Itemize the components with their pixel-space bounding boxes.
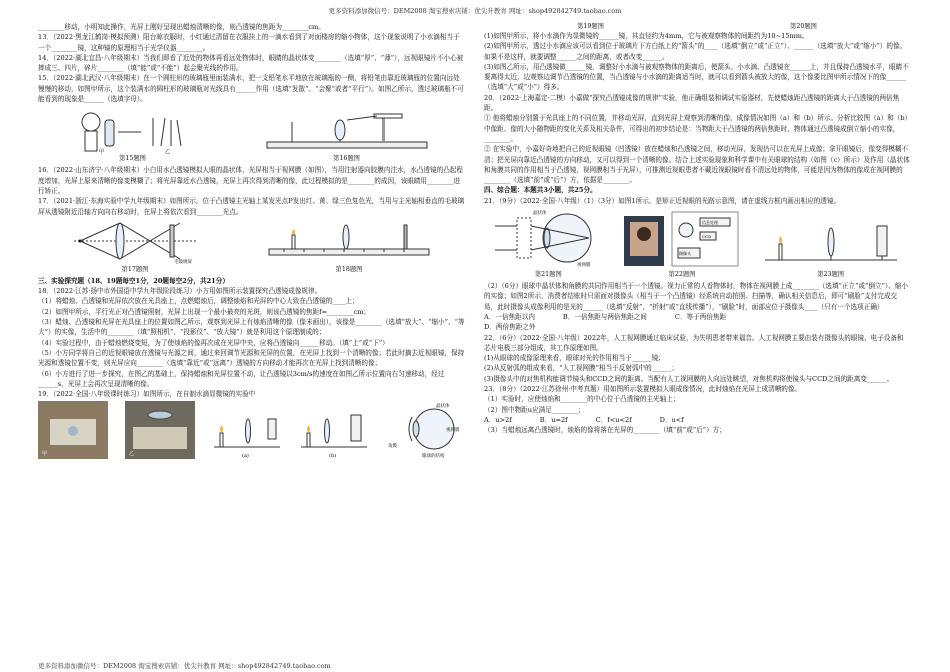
- question-22: 22．（6分）（2022·全国·八年级）2022年，人工视网膜通过临床试验，为失明患者带来福音。人工视网膜主要由装有摄像头的眼镜、电子设备和芯片电极三部分组成，其工作原理如图。: [484, 333, 904, 352]
- question-18-1: （1）将蜡烛、凸透镜和光屏依次放在光具座上，点燃蜡烛后，调整烛焰和光屏的中心大致在凸透镜的____上；: [38, 297, 359, 306]
- option-b: B．一倍焦距与两倍焦距之间: [562, 312, 647, 321]
- figure-22: [622, 208, 742, 279]
- section-4-title: 四、综合题：本题共3小题，共25分。: [484, 186, 597, 195]
- label-retina: 视网膜: [446, 428, 460, 434]
- right-column: [484, 22, 910, 658]
- label-21-retina: 视网膜: [577, 263, 591, 269]
- label-jia: 甲: [42, 451, 48, 458]
- question-18-5: （5）小方同学将自己的近视眼镜放在透镜与光源之间，通过来回调节光源和光屏的位置，在光屏上找到一个清晰的像；若此时摘去近视眼镜，保持光源和透镜位置不变，则光屏应向________（选填“靠近”或“远离”）透镜的方向移动才能再次在光屏上找到清晰的像；: [38, 348, 465, 368]
- figures-19-20: [38, 401, 466, 459]
- option-23-c: C．f<u<2f: [595, 415, 632, 424]
- question-15: 15．（2022·湖北武汉·八年级期末）在一个圆柱形的玻璃瓶里面装满水，把一支铅笔水平地放在玻璃瓶的一侧，将铅笔由靠近玻璃瓶的位置向远处慢慢的移动，如图甲所示，这个装满水的圆柱形的玻璃瓶对光线具有______作用（选填“发散”、“会聚”或者“平行”）。如图乙所示，透过玻璃瓶不可能看到的现象是______（选填字母）。: [38, 74, 464, 104]
- label-eye-structure: 眼球的结构: [422, 454, 445, 460]
- figure-20b: [299, 401, 369, 459]
- figure-15: [73, 106, 193, 163]
- caption-21: 第21题图: [534, 271, 562, 279]
- caption-23: 第23题图: [817, 271, 845, 279]
- question-22-1: (1)从眼球的成像原理来看，眼球对光的作用相当于______镜；: [484, 354, 665, 363]
- caption-22: 第22题图: [668, 271, 696, 279]
- caption-17: 第17题图: [121, 265, 149, 273]
- question-21-2: （2）（6分）眼球中晶状体和角膜的共同作用相当于一个透镜。视力正常的人看物体时，物体在视网膜上成________（选填“正立”或“倒立”）、缩小的实像；如图2所示，消费者结账时只需面对摄像头（相当于一个凸透镜）经系统自动拍照、扫描等，确认相关信息后，即可“刷脸”支付完成交易，此时摄像头成像利用的是光的______（选填“反射”、“折射”或“直线传播”），“刷脸”时，面部应位于摄像头____（只有一个选项正确）: [484, 282, 909, 311]
- question-21: 21．（9分）（2022·全国·八年级）（1）（3分）如图1所示，是矫正近视眼的光路示意图，请在虚线方框内画出相应的透镜。: [484, 196, 841, 205]
- question-20-2: ② 在实验中，小嘉好奇地把自己的近视眼镜（凹透镜）放在蜡烛和凸透镜之间，移动光屏，发现仍可以在光屏上成像；拿开眼镜后，像变得模糊不清；把光屏向靠近凸透镜的方向移动，又可以得到一个清晰的像。结合上述实验现象和科学课中有关眼球的结构（如图（c）所示）及作用（晶状体和角膜共同的作用相当于凸透镜，视网膜相当于光屏），可推测近视眼患者不戴近视眼镜时看不清远处的物体，可能是因为物体的像成在视网膜的________（选填“前”或“后”）方，依据是________。: [484, 145, 910, 185]
- option-d: D．两倍焦距之外: [484, 323, 536, 332]
- svg-text:乙: 乙: [164, 149, 170, 155]
- question-18-3: （3）蜡烛、凸透镜和光屏在光具座上的位置如图乙所示，观察到光屏上有烛焰清晰的像（像未画出），该像是________（选填“放大”、“缩小”、“等大”）的实像，生活中的________（填“照相机”、“投影仪”、“放大镜”）就是利用这个原理制成的；: [38, 318, 465, 337]
- left-column: [38, 22, 466, 658]
- question-23-3: （3）当蜡烛远离凸透镜时，烛焰的像将落在光屏的________（填“前”或“后”）方；: [484, 426, 726, 435]
- caption-18: 第18题图: [335, 265, 363, 273]
- option-a: A．一倍焦距以内: [484, 312, 535, 321]
- question-23-2: （2）图中物距u应满足________；: [484, 405, 585, 414]
- question-19-3: (3)如图乙所示，用凸透镜做______镜，调整好小水滴与被观察物体的距离后，使箭头、小水滴、凸透镜在______上，并且保持凸透镜水平，眼睛不要离得太近，边观察边调节凸透镜的位置，当凸透镜与小水滴的距离适当时，就可以看到箭头被放大的像，这个像要比图甲所示情况下的像______（选填“大”或“小”）得多。: [484, 62, 909, 92]
- svg-text:毛玻璃屏: 毛玻璃屏: [174, 259, 192, 265]
- label-a: (a): [242, 453, 249, 460]
- figure-16: [262, 112, 432, 163]
- label-yi: 乙: [129, 451, 135, 458]
- figure-23: [761, 216, 901, 279]
- svg-text:甲: 甲: [98, 149, 104, 155]
- question-18-2: （2）如图甲所示，平行光正对凸透镜照射，光屏上出现一个最小最亮的光斑，则该凸透镜的焦距f=________cm；: [38, 307, 371, 316]
- question-18-4: （4）实验过程中，由于蜡烛燃烧变短，为了使烛焰的像再次成在光屏中央，应将凸透镜向______移动。（填“上”或“下”）: [38, 338, 389, 347]
- question-19-1: (1)如图甲所示，将小水滴作为显微镜的______镜，其直径约为4mm，它与被观察物体的间距约为10~15mm。: [484, 32, 809, 40]
- question-22-2: (2)从反射弧的组成来看，“人工视网膜”相当于反射弧中的______；: [484, 364, 679, 373]
- option-23-b: B．u=2f: [539, 415, 568, 424]
- question-13: 13．（2022·黑龙江鹤岗·模拟预测）阳台晾衣服时，小红通过清留在衣服挂上的一滴水看到了对面楼房的缩小物体，这个现象说明了小水滴相当于一个________镜，这种镜的原理相当于光学仪器________。: [38, 33, 460, 52]
- label-22-ccd: CCD: [701, 234, 712, 240]
- question-17: 17．（2021·浙江·东海实验中学九年级期末）如图所示，位于凸透镜主光轴上某发光点P发出红、黄、绿三色复色光，当用与主光轴相垂直的毛玻璃屏从透镜附近沿轴方向向右移动时，在屏上将依次看到________光点。: [38, 197, 465, 216]
- question-21-options: [484, 312, 910, 322]
- question-18-6: （6）小方进行了进一步探究，在图乙的基础上，保持蜡烛和光屏位置不动，让凸透镜以3cm/s的速度在如图乙所示位置向右匀速移动，经过______s，光屏上会再次呈现清晰的像。: [38, 369, 445, 388]
- figures-17-18: [38, 219, 466, 274]
- option-23-a: A．u>2f: [484, 415, 512, 424]
- label-21-lens: 晶状体: [533, 211, 547, 217]
- page-footer: 更多资料添加微信号：DEM2008 淘宝搜索店铺：优尖升教育 网址：shop492842749.taobao.com: [38, 662, 331, 670]
- label-cornea: 角膜: [388, 444, 397, 450]
- label-lens: 晶状体: [436, 404, 450, 410]
- question-20-1: ① 他将蜡烛分别置于光具座上的不同位置，并移动光屏，直到光屏上观察到清晰的像，成像情况如图（a）和（b）所示。分析比较图（a）和（b）中像距、像的大小随物距的变化关系及相关条件，可得出的初步结论是：当物距大于凸透镜的两倍焦距时，物体通过凸透镜成倒立缩小的实像，________。: [484, 114, 908, 143]
- photo-microscope-b: [125, 401, 195, 459]
- question-19-2: (2)如图甲所示，透过小水滴应该可以看到位于玻璃片下方白纸上的“箭头”的____（选填“倒立”或“正立”）、______（选填“放大”或“缩小”）的像。如果不是这样，就要调整______之间的距离，或者改变______。: [484, 42, 907, 61]
- caption-19: 第19题图: [577, 23, 604, 30]
- question-16: 16．（2022·山东济宁·八年级期末）小白用水凸透镜模拟人眼的晶状体，光屏相当于视网膜（如图），当用注射器向胶膜内注水，水凸透镜的凸起程度增加，光屏上原来清晰的像变模糊了；将光屏靠近水凸透镜，光屏上再次得到清晰的像，此过程模拟的是________的成因，该眼睛用________进行矫正。: [38, 166, 463, 195]
- caption-15: 第15题图: [119, 155, 146, 163]
- figure-18: [264, 219, 434, 274]
- question-23-1: （1）实验时，应使烛焰和________的中心位于凸透镜的主光轴上；: [484, 395, 680, 404]
- option-c: C．等于两倍焦距: [674, 312, 727, 321]
- question-14: 14．（2022·湖北宜昌·八年级期末）当我们即看了近处的物体再看远处物体时，眼睛的晶状体变________（选填“厚”、“薄”），远视眼镜片不小心被摔成三、四片，碎片________（填“能”或“不能”）起会聚光线的作用。: [38, 53, 464, 73]
- question-23-options: [484, 415, 910, 425]
- question-19: 19．（2022·全国·八年级课时练习）如图所示，在自制水滴显微镜的实验中: [38, 390, 256, 399]
- option-23-d: D．u<f: [659, 415, 684, 424]
- question-20: 20．（2022·上海嘉定·二模）小嘉做“探究凸透镜成像的规律”实验，他正确组装和调试实验器材，先使蜡烛距凸透镜的距离大于凸透镜的两倍焦距。: [484, 93, 900, 113]
- label-22-camera: 摄像头: [678, 251, 691, 257]
- figures-15-16: [38, 106, 466, 163]
- figure-20a: [212, 401, 282, 459]
- question-23: 23．（8分）（2022·江苏徐州·中考真题）用如图所示装置模拟人眼成像情况，此时烛焰在光屏上成清晰的像。: [484, 385, 802, 394]
- caption-20: 第20题图: [790, 23, 817, 30]
- q12-tail: ________移动，小明知此操作，光屏上刚好呈现出蜡烛清晰的像，则凸透镜的焦距为________cm。: [38, 23, 325, 31]
- page-header: 更多资料添加微信号：DEM2008 淘宝搜索店铺：优尖升教育 网址：shop492842749.taobao.com: [328, 7, 622, 15]
- label-22-process: 信息处理: [701, 220, 718, 226]
- section-3-title: 三、实验探究题（18、19题每空1分，20题每空2分，共21分）: [38, 276, 229, 285]
- figures-21-23: [484, 208, 910, 279]
- question-22-3: (3)摄像头中的对焦机构能调节镜头和CCD之间的距离。当配有人工视网膜的人向远处眺望，对焦机构将使镜头与CCD之间的距离变______。: [484, 374, 894, 383]
- question-18: 18．（2022·江苏·扬中市外国语中学九年级阶段练习）小方用如图所示装置探究凸透镜成像规律。: [38, 287, 322, 296]
- caption-16: 第16题图: [333, 155, 360, 163]
- figure-17: [70, 219, 200, 274]
- label-b: (b): [329, 453, 337, 460]
- figure-20c-eye: [386, 401, 466, 459]
- figure-21: [493, 208, 603, 279]
- photo-microscope-a: [38, 401, 108, 459]
